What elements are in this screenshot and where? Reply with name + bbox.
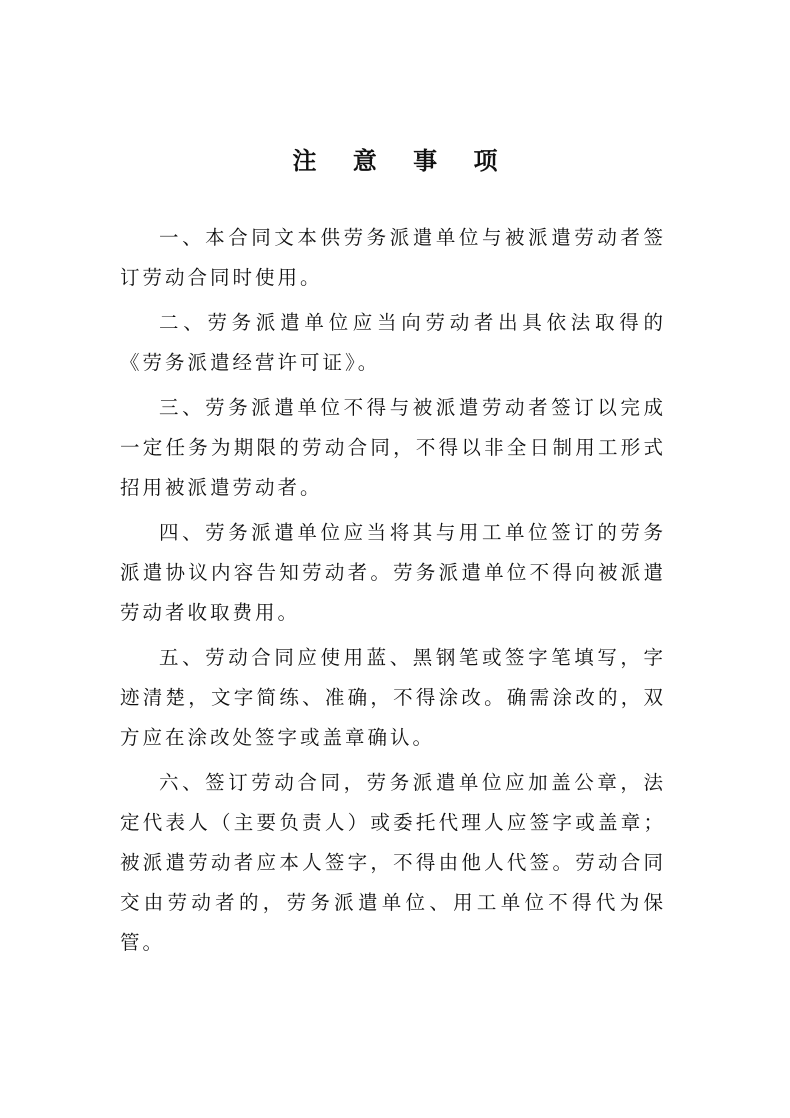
notes-body <box>120 218 666 963</box>
note-paragraph-2: 二、劳务派遣单位应当向劳动者出具依法取得的《劳务派遣经营许可证》。 <box>120 311 666 374</box>
note-paragraph-6: 六、签订劳动合同，劳务派遣单位应加盖公章，法定代表人（主要负责人）或委托代理人应签字或盖章；被派遣劳动者应本人签字，不得由他人代签。劳动合同交由劳动者的，劳务派遣单位、用工单位不得代为保管。 <box>120 771 666 954</box>
note-paragraph-3: 三、劳务派遣单位不得与被派遣劳动者签订以完成一定任务为期限的劳动合同，不得以非全日制用工形式招用被派遣劳动者。 <box>120 396 666 499</box>
note-paragraph-4: 四、劳务派遣单位应当将其与用工单位签订的劳务派遣协议内容告知劳动者。劳务派遣单位不得向被派遣劳动者收取费用。 <box>120 521 666 624</box>
note-paragraph-5: 五、劳动合同应使用蓝、黑钢笔或签字笔填写，字迹清楚，文字简练、准确，不得涂改。确需涂改的，双方应在涂改处签字或盖章确认。 <box>120 646 666 749</box>
page-title: 注 意 事 项 <box>292 146 512 175</box>
note-paragraph-1: 一、本合同文本供劳务派遣单位与被派遣劳动者签订劳动合同时使用。 <box>120 226 666 289</box>
